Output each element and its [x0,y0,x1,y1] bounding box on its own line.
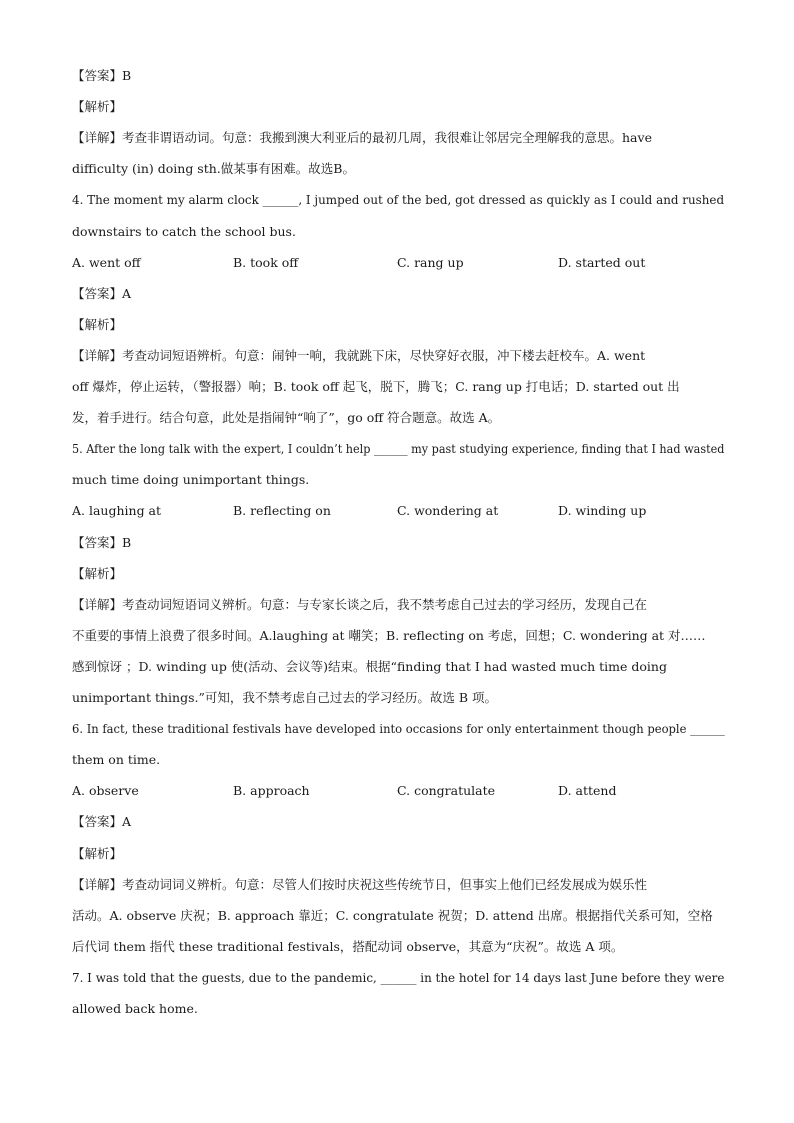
analysis-heading: 【解析】 [72,846,123,861]
text-line: much time doing unimportant things. [72,472,310,487]
option-c: C. rang up [397,255,464,270]
analysis-heading: 【解析】 [72,317,123,332]
question-stem: 7. I was told that the guests, due to the pandemic, ______ in the hotel for 14 days last June before they were [72,970,725,985]
text-line: allowed back home. [72,1001,198,1016]
text-line: 不重要的事情上浪费了很多时间。A.laughing at 嘲笑；B. reflecting on 考虑，回想；C. wondering at 对…… [72,628,706,643]
option-d: D. attend [558,783,617,798]
option-d: D. started out [558,255,646,270]
question-stem: 5. After the long talk with the expert, I couldn’t help ______ my past studying experience, finding that I had wasted [72,441,725,456]
answer-line: 【答案】B [72,68,132,83]
text-line: 活动。A. observe 庆祝；B. approach 靠近；C. congratulate 祝贺；D. attend 出席。根据指代关系可知，空格 [72,908,713,923]
option-d: D. winding up [558,503,647,518]
option-a: A. went off [72,255,141,270]
answer-line: 【答案】B [72,535,132,550]
analysis-heading: 【解析】 [72,566,123,581]
text-line: 感到惊讶 ；D. winding up 使(活动、会议等)结束。根据“finding that I had wasted much time doing [72,659,667,674]
option-c: C. congratulate [397,783,496,798]
text-line: downstairs to catch the school bus. [72,224,296,239]
option-b: B. reflecting on [233,503,331,518]
explanation-line: 【详解】考查非谓语动词。句意：我搬到澳大利亚后的最初几周，我很难让邻居完全理解我的意思。have [72,130,652,145]
explanation-line: 【详解】考查动词短语辨析。句意：闹钟一响，我就跳下床，尽快穿好衣服，冲下楼去赶校车。A. went [72,348,646,363]
text-line: 后代词 them 指代 these traditional festivals，搭配动词 observe，其意为“庆祝”。故选 A 项。 [72,939,624,954]
text-line: 发，着手进行。结合句意，此处是指闹钟“响了”，go off 符合题意。故选 A。 [72,410,501,425]
option-a: A. laughing at [72,503,162,518]
explanation-line: 【详解】考查动词短语词义辨析。句意：与专家长谈之后，我不禁考虑自己过去的学习经历，发现自己在 [72,597,648,612]
option-c: C. wondering at [397,503,499,518]
option-b: B. took off [233,255,299,270]
answer-line: 【答案】A [72,814,132,829]
explanation-line: 【详解】考查动词词义辨析。句意：尽管人们按时庆祝这些传统节日，但事实上他们已经发展成为娱乐性 [72,877,648,892]
question-stem: 4. The moment my alarm clock ______, I jumped out of the bed, got dressed as quickly as I could and rushed [72,192,725,207]
text-line: unimportant things.”可知，我不禁考虑自己过去的学习经历。故选 B 项。 [72,690,498,705]
text-line: difficulty (in) doing sth.做某事有困难。故选B。 [72,161,355,176]
option-b: B. approach [233,783,310,798]
answer-line: 【答案】A [72,286,132,301]
text-line: them on time. [72,752,161,767]
option-a: A. observe [72,783,139,798]
analysis-heading: 【解析】 [72,99,123,114]
text-line: off 爆炸，停止运转，（警报器）响；B. took off 起飞，脱下，腾飞；C. rang up 打电话；D. started out 出 [72,379,680,394]
question-stem: 6. In fact, these traditional festivals have developed into occasions for only entertainment though people ______ [72,721,725,736]
